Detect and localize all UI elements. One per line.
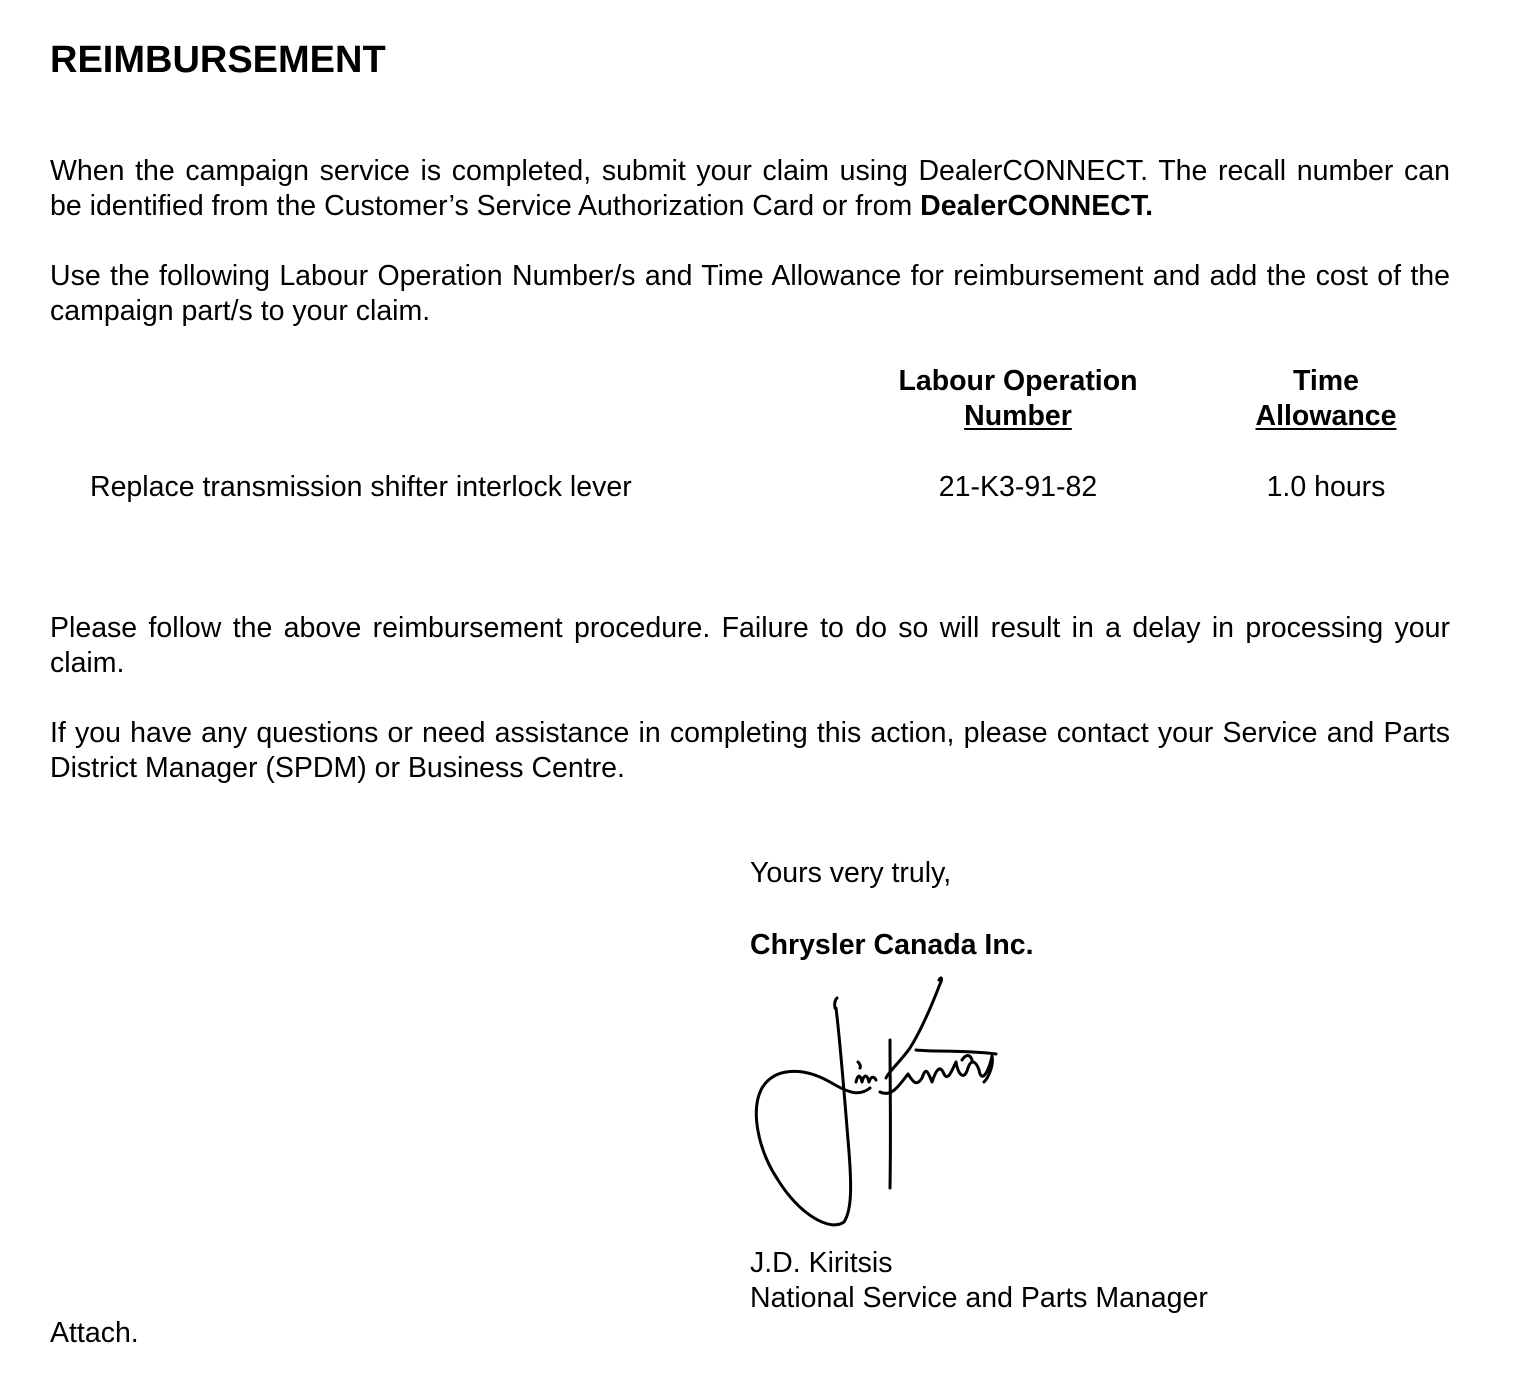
claim-instructions-paragraph — [50, 154, 1450, 224]
handwritten-signature — [740, 970, 1020, 1240]
procedure-paragraph: Please follow the above reimbursement procedure. Failure to do so will result in a delay in processing your claim. — [50, 612, 1450, 679]
claim-instructions-text: When the campaign service is completed, submit your claim using DealerCONNECT. The recall number can be identified from the Customer’s Service Authorization Card or from — [50, 155, 1450, 222]
labour-header-line1: Labour Operation — [898, 365, 1138, 397]
time-header-line1: Time — [1292, 365, 1359, 397]
signer-name: J.D. Kiritsis — [750, 1247, 893, 1279]
labour-operation-header — [848, 364, 1188, 434]
closing-salutation: Yours very truly, — [750, 857, 952, 889]
time-header-line2: Allowance — [1255, 400, 1397, 432]
dealerconnect-bold-text: DealerCONNECT. — [920, 190, 1153, 222]
table-row-labour-number: 21-K3-91-82 — [938, 471, 1098, 503]
signer-title: National Service and Parts Manager — [750, 1282, 1208, 1314]
company-name: Chrysler Canada Inc. — [750, 929, 1034, 961]
attachment-note: Attach. — [50, 1317, 139, 1349]
time-allowance-header — [1196, 364, 1456, 434]
table-row-time-allowance: 1.0 hours — [1266, 471, 1386, 503]
table-row-description: Replace transmission shifter interlock lever — [90, 471, 632, 503]
labour-operation-paragraph: Use the following Labour Operation Number/s and Time Allowance for reimbursement and add the cost of the campaign part/s to your claim. — [50, 260, 1450, 327]
contact-paragraph: If you have any questions or need assistance in completing this action, please contact your Service and Parts District Manager (SPDM) or Business Centre. — [50, 717, 1450, 784]
page-title: REIMBURSEMENT — [50, 39, 386, 81]
labour-header-line2: Number — [964, 400, 1072, 432]
